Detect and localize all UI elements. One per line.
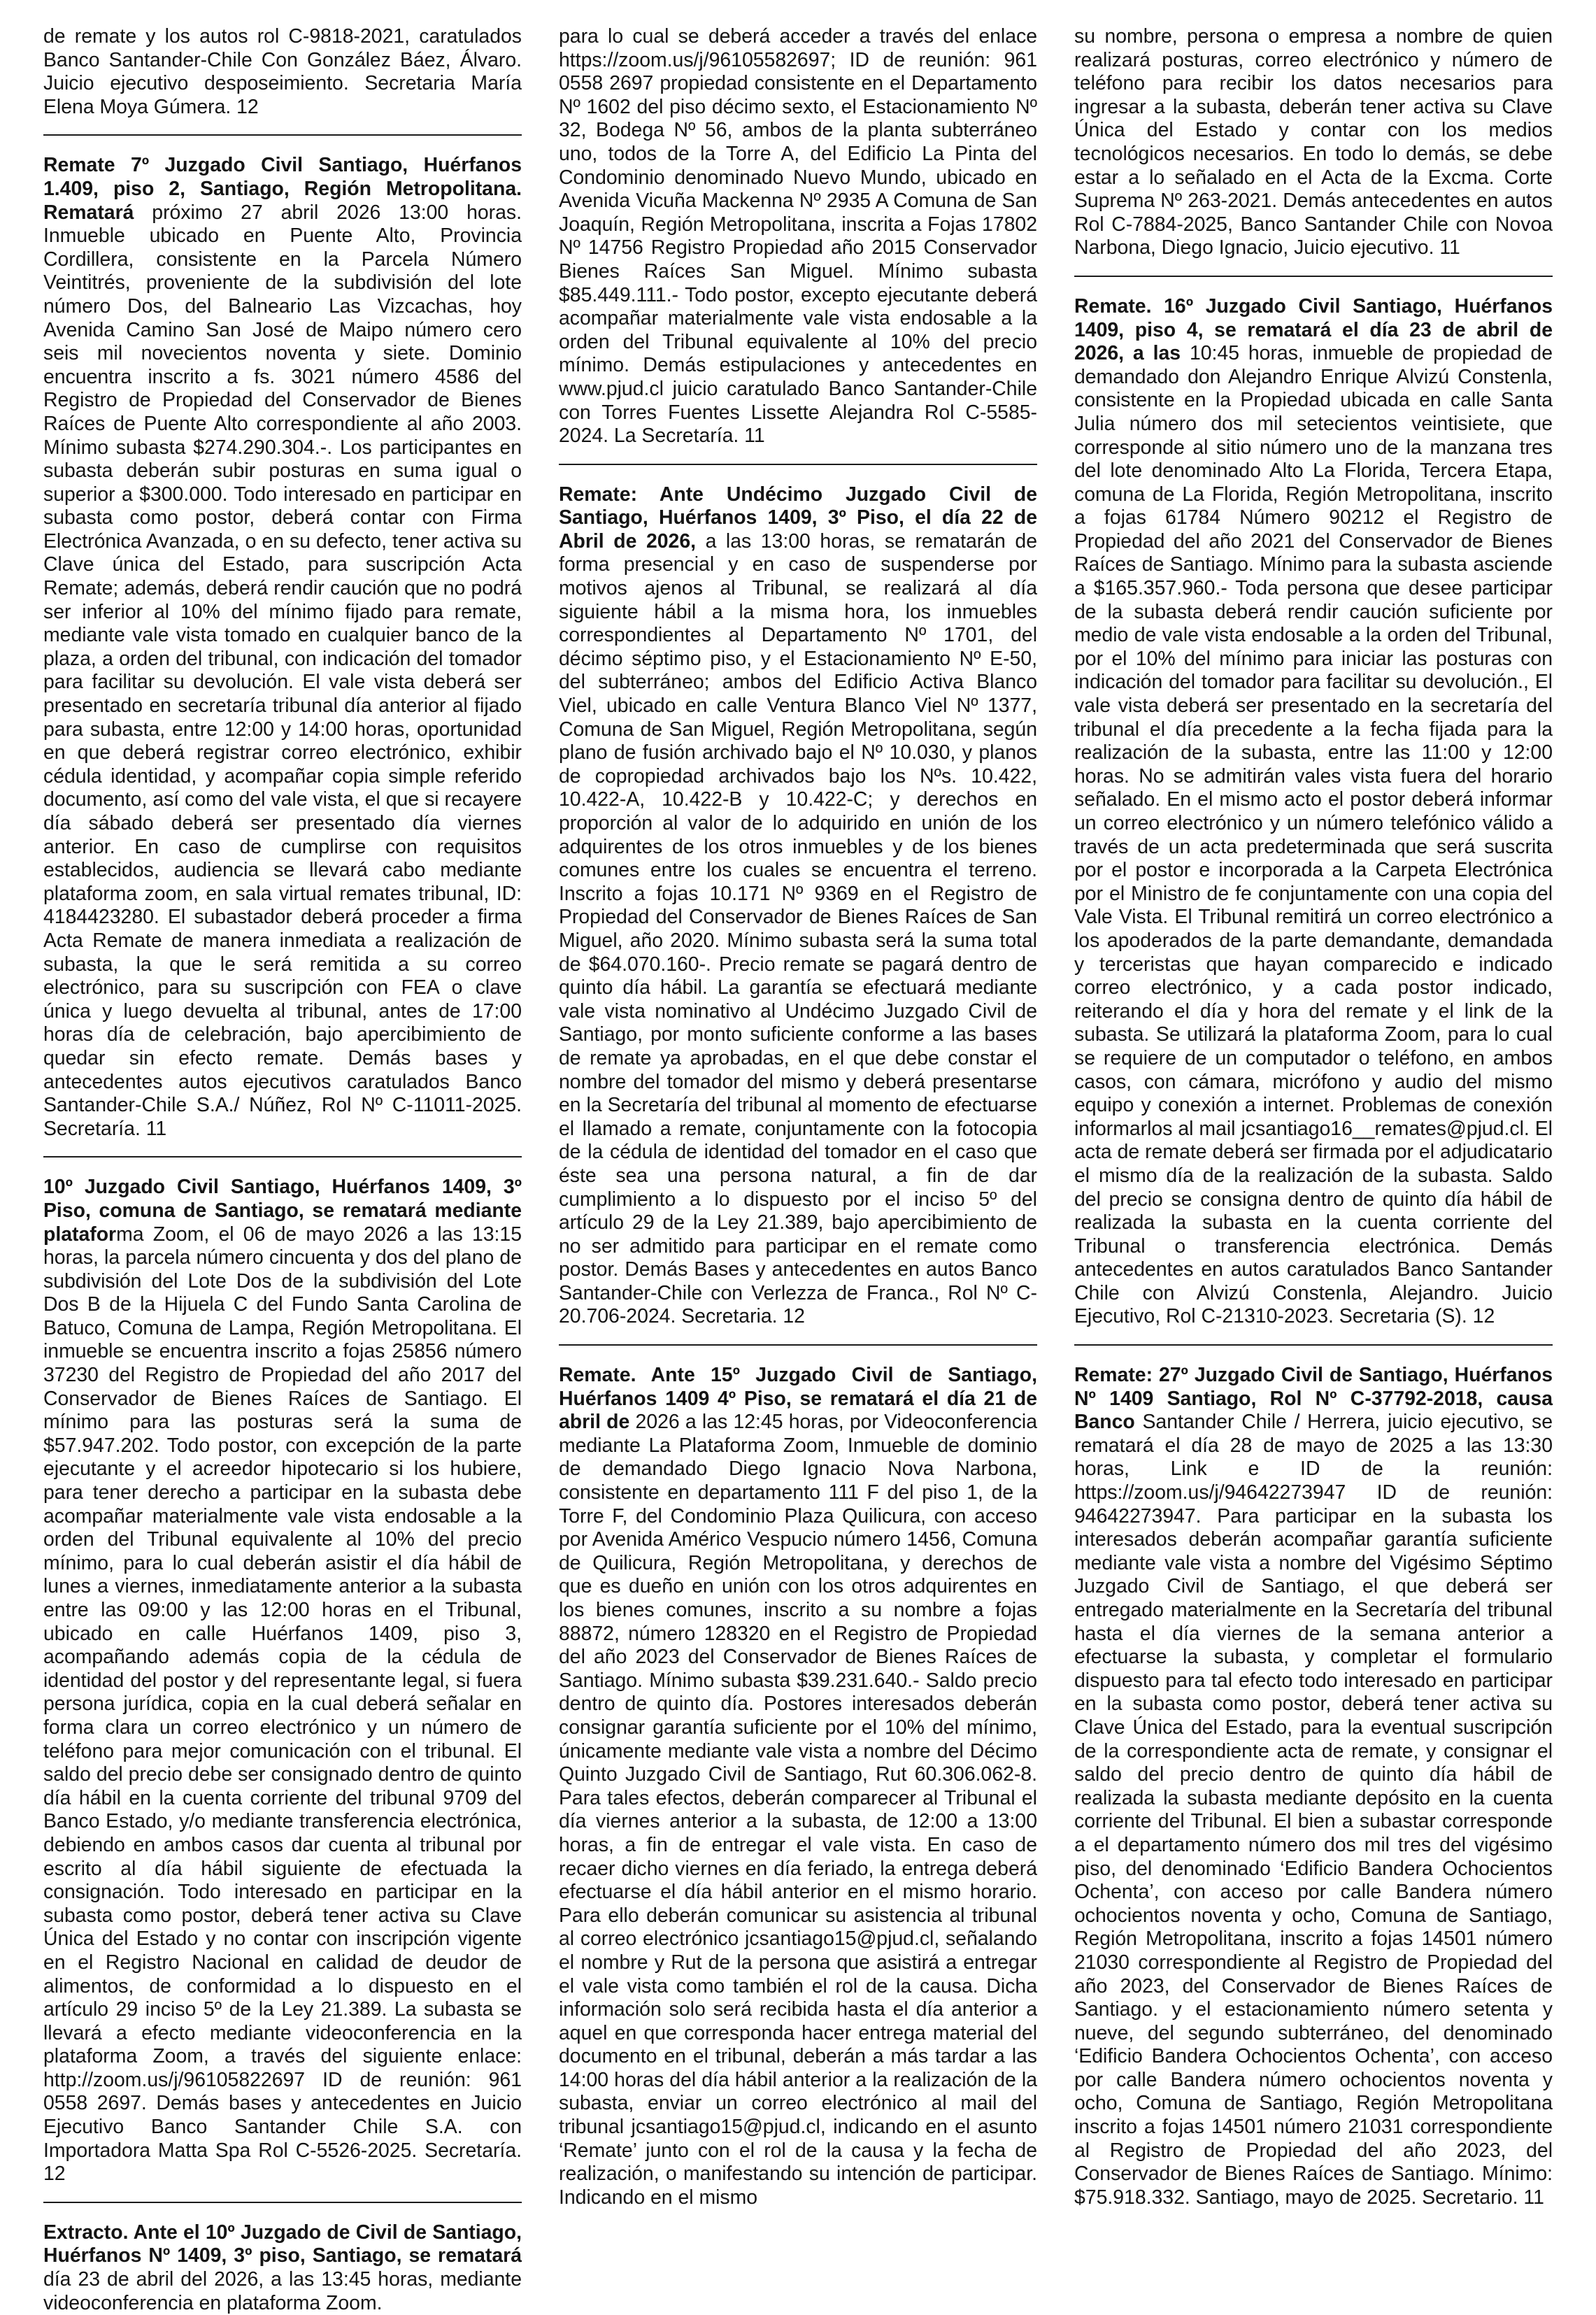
notice-heading: Remate 7º Juzgado Civil Santiago, Huérfanos 1.409, piso 2, Santiago, Región Metropolitana. Rematará [43,154,522,224]
notice-extracto-10-juzgado [43,2221,522,2315]
notice-remate-16-juzgado [1074,295,1553,1329]
notice-remate-undecimo-juzgado [559,483,1037,1329]
notice-body: día 23 de abril del 2026, a las 13:45 horas, mediante videoconferencia en plataforma Zoom. [43,2268,522,2314]
notice-heading: Remate: Ante Undécimo Juzgado Civil de Santiago, Huérfanos 1409, 3º Piso, el día 22 de Abril de 2026, [559,483,1037,553]
notice-heading: Extracto. Ante el 10º Juzgado de Civil de Santiago, Huérfanos Nº 1409, 3º piso, Santiago, se rematará [43,2221,522,2267]
separator-rule [1074,1344,1553,1346]
separator-rule [43,1156,522,1158]
notice-continued [43,25,522,119]
notice-body: Santander Chile / Herrera, juicio ejecutivo, se rematará el día 28 de mayo de 2025 a las 13:30 horas, Link e ID de la reunión: https://zoom.us/j/94642273947 ID de reunión: 94642273947. Para participar en la subasta los interesados deberán acompañar garantía suficiente mediante vale vista a nombre del Vigésimo Séptimo Juzgado Civil de Santiago, el que deberá ser entregado materialmente en la Secretaría del tribunal hasta el día viernes de la semana anterior a efectuarse la subasta, y completar el formulario dispuesto para tal efecto todo interesado en participar en la subasta como postor, deberá tener activa su Clave Única del Estado, para la eventual suscripción de la correspondiente acta de remate, y consignar el saldo del precio dentro de quinto día hábil de realizada la subasta mediante depósito en la cuenta corriente del Tribunal. El bien a subastar corresponde a el departamento número dos mil tres del vigésimo piso, del denominado ‘Edificio Bandera Ochocientos Ochenta’, con acceso por calle Bandera número ochocientos noventa y ocho, Comuna de Santiago, Región Metropolitana, inscrito a fojas 14501 número 21030 correspondiente al Registro de Propiedad del año 2023, del Conservador de Bienes Raíces de Santiago. y el estacionamiento número setenta y nueve, del segundo subterráneo, del denominado ‘Edificio Bandera Ochocientos Ochenta’, con acceso por calle Bandera número ochocientos noventa y ocho, Comuna de Santiago, Región Metropolitana inscrito a fojas 14501 número 21031 correspondiente al Registro de Propiedad del año 2023, del Conservador de Bienes Raíces de Santiago. Mínimo: $75.918.332. Santiago, mayo de 2025. Secretario. 11 [1074,1411,1553,2209]
newspaper-page [43,25,1553,2314]
notice-body: de remate y los autos rol C-9818-2021, caratulados Banco Santander-Chile Con González Báez, Álvaro. Juicio ejecutivo desposeimiento. Secretaria María Elena Moya Gúmera. 12 [43,25,522,118]
notice-body: ma Zoom, el 06 de mayo 2026 a las 13:15 horas, la parcela número cincuenta y dos del plano de subdivisión del Lote Dos de la subdivisión del Lote Dos B de la Hijuela C del Fundo Santa Carolina de Batuco, Comuna de Lampa, Región Metropolitana. El inmueble se encuentra inscrito a fojas 25856 número 37230 del Registro de Propiedad del año 2017 del Conservador de Bienes Raíces de Santiago. El mínimo para las posturas será la suma de $57.947.202. Todo postor, con excepción de la parte ejecutante y el acreedor hipotecario si los hubiere, para tener derecho a participar en la subasta debe acompañar materialmente vale vista endosable a la orden del Tribunal equivalente al 10% del precio mínimo, para lo cual deberán asistir el día hábil de lunes a viernes, inmediatamente anterior a la subasta entre las 09:00 y las 12:00 horas en el Tribunal, ubicado en calle Huérfanos 1409, piso 3, acompañando además copia de la cédula de identidad del postor y del representante legal, si fuera persona jurídica, copia en la cual deberá señalar en forma clara un correo electrónico y un número de teléfono para mejor comunicación con el tribunal. El saldo del precio debe ser consignado dentro de quinto día hábil en la cuenta corriente del tribunal 9709 del Banco Estado, y/o mediante transferencia electrónica, debiendo en ambos casos dar cuenta al tribunal por escrito al día hábil siguiente de efectuada la consignación. Todo interesado en participar en la subasta como postor, deberá tener activa su Clave Única del Estado y no contar con inscripción vigente en el Registro Nacional en calidad de deudor de alimentos, de conformidad a lo dispuesto en el artículo 29 inciso 5º de la Ley 21.389. La subasta se llevará a efecto mediante videoconferencia en la plataforma Zoom, a través del siguiente enlace: http://zoom.us/j/96105822697 ID de reunión: 961 0558 2697. Demás bases y antecedentes en Juicio Ejecutivo Banco Santander Chile S.A. con Importadora Matta Spa Rol C-5526-2025. Secretaría. 12 [43,1223,522,2186]
notice-continued [559,25,1037,448]
notice-body: próximo 27 abril 2026 13:00 horas. Inmueble ubicado en Puente Alto, Provincia Cordillera, consistente en la Parcela Número Veintitrés, proveniente de la subdivisión del lote número Dos, del Balneario Las Vizcachas, hoy Avenida Camino San José de Maipo número cero seis mil novecientos noventa y siete. Dominio encuentra inscrito a fs. 3021 número 4586 del Registro de Propiedad del Conservador de Bienes Raíces de Puente Alto correspondiente al año 2003. Mínimo subasta $274.290.304.-. Los participantes en subasta deberán subir posturas en suma igual o superior a $300.000. Todo interesado en participar en subasta como postor, deberá contar con Firma Electrónica Avanzada, o en su defecto, tener activa su Clave única del Estado, para suscripción Acta Remate; además, deberá rendir caución que no podrá ser inferior al 10% del mínimo fijado para remate, mediante vale vista tomado en cualquier banco de la plaza, a orden del tribunal, con indicación del tomador para facilitar su devolución. El vale vista deberá ser presentado en secretaría tribunal día anterior al fijado para subasta, entre 12:00 y 14:00 horas, oportunidad en que deberá registrar correo electrónico, exhibir cédula identidad, y acompañar copia simple referido documento, así como del vale vista, el que si recayere día sábado deberá ser presentado día viernes anterior. En caso de cumplirse con requisitos establecidos, audiencia se llevará cabo mediante plataforma zoom, en sala virtual remates tribunal, ID: 4184423280. El subastador deberá proceder a firma Acta Remate de manera inmediata a realización de subasta, la que le será remitida a su correo electrónico, para su suscripción con FEA o clave única y luego devuelta al tribunal, antes de 17:00 horas día de celebración, bajo apercibimiento de quedar sin efecto remate. Demás bases y antecedentes autos ejecutivos caratulados Banco Santander-Chile S.A./ Núñez, Rol Nº C-11011-2025. Secretaría. 11 [43,201,522,1140]
notice-body: 2026 a las 12:45 horas, por Videoconferencia mediante La Plataforma Zoom, Inmueble de dominio de demandado Diego Ignacio Nova Narbona, consistente en departamento 111 F del piso 1, de la Torre F, del Condominio Plaza Quilicura, con acceso por Avenida Américo Vespucio número 1456, Comuna de Quilicura, Región Metropolitana, y derechos de que es dueño en unión con los otros adquirentes en los bienes comunes, inscrito a su nombre a fojas 88872, número 128320 en el Registro de Propiedad del año 2023 del Conservador de Bienes Raíces de Santiago. Mínimo subasta $39.231.640.- Saldo precio dentro de quinto día. Postores interesados deberán consignar garantía suficiente por el 10% del mínimo, únicamente mediante vale vista a nombre del Décimo Quinto Juzgado Civil de Santiago, Rut 60.306.062-8. Para tales efectos, deberán comparecer al Tribunal el día viernes anterior a la subasta, de 12:00 a 13:00 horas, a fin de entregar el vale vista. En caso de recaer dicho viernes en día feriado, la entrega deberá efectuarse el día hábil anterior en el mismo horario. Para ello deberán comunicar su asistencia al tribunal al correo electrónico jcsantiago15@pjud.cl, señalando el nombre y Rut de la persona que asistirá a entregar el vale vista como también el rol de la causa. Dicha información solo será recibida hasta el día anterior a aquel en que corresponda hacer entrega material del documento en el tribunal, deberán a más tardar a las 14:00 horas del día hábil anterior a la realización de la subasta, enviar un correo electrónico al mail del tribunal jcsantiago15@pjud.cl, indicando en el asunto ‘Remate’ junto con el rol de la causa y la fecha de realización, o manifestando su intención de participar. Indicando en el mismo [559,1411,1037,2209]
separator-rule [559,464,1037,465]
notice-remate-15-juzgado [559,1364,1037,2209]
separator-rule [43,134,522,136]
notice-body: para lo cual se deberá acceder a través del enlace https://zoom.us/j/96105582697; ID de reunión: 961 0558 2697 propiedad consistente en el Departamento Nº 1602 del piso décimo sexto, el Estacionamiento Nº 32, Bodega Nº 56, ambos de la planta subterráneo uno, todos de la Torre A, del Edificio La Pinta del Condominio denominado Nuevo Mundo, ubicado en Avenida Vicuña Mackenna Nº 2935 A Comuna de San Joaquín, Región Metropolitana, inscrita a Fojas 17802 Nº 14756 Registro Propiedad año 2015 Conservador Bienes Raíces San Miguel. Mínimo subasta $85.449.111.- Todo postor, excepto ejecutante deberá acompañar materialmente vale vista endosable a la orden del Tribunal equivalente al 10% del precio mínimo. Demás estipulaciones y antecedentes en www.pjud.cl juicio caratulado Banco Santander-Chile con Torres Fuentes Lissette Alejandra Rol C-5585-2024. La Secretaría. 11 [559,25,1037,448]
separator-rule [1074,276,1553,277]
notice-remate-7-juzgado [43,154,522,1141]
column-1 [43,25,522,2314]
notice-body: su nombre, persona o empresa a nombre de quien realizará posturas, correo electrónico y número de teléfono para recibir los datos necesarios para ingresar a la subasta, deberán tener activa su Clave Única del Estado y contar con los medios tecnológicos necesarios. En todo lo demás, se debe estar a lo señalado en el Acta de la Excma. Corte Suprema Nº 263-2021. Demás antecedentes en autos Rol C-7884-2025, Banco Santander Chile con Novoa Narbona, Diego Ignacio, Juicio ejecutivo. 11 [1074,25,1553,259]
notice-continued [1074,25,1553,260]
notice-heading: Remate: 27º Juzgado Civil de Santiago, Huérfanos Nº 1409 Santiago, Rol Nº C-37792-2018, causa Banco [1074,1364,1553,1434]
separator-rule [43,2202,522,2203]
notice-heading: 10º Juzgado Civil Santiago, Huérfanos 1409, 3º Piso, comuna de Santiago, se rematará mediante platafor [43,1176,522,1246]
column-2 [559,25,1037,2260]
column-3 [1074,25,1553,2260]
notice-remate-10-juzgado [43,1176,522,2186]
notice-heading: Remate. Ante 15º Juzgado Civil de Santiago, Huérfanos 1409 4º Piso, se rematará el día 21 de abril de [559,1364,1037,1434]
separator-rule [559,1344,1037,1346]
notice-remate-27-juzgado [1074,1364,1553,2209]
notice-body: a las 13:00 horas, se rematarán de forma presencial y en caso de suspenderse por motivos ajenos al Tribunal, se realizará al día siguiente hábil a la misma hora, los inmuebles correspondientes al Departamento Nº 1701, del décimo séptimo piso, y el Estacionamiento Nº E-50, del subterráneo; ambos del Edificio Activa Blanco Viel, ubicado en calle Ventura Blanco Viel Nº 1377, Comuna de San Miguel, Región Metropolitana, según plano de fusión archivado bajo el Nº 10.030, y planos de copropiedad archivados bajo los Nºs. 10.422, 10.422-A, 10.422-B y 10.422-C; y derechos en proporción al valor de lo adquirido en unión de los adquirentes de los otros inmuebles y de los bienes comunes entre los cuales se encuentra el terreno. Inscrito a fojas 10.171 Nº 9369 en el Registro de Propiedad del Conservador de Bienes Raíces de San Miguel, año 2020. Mínimo subasta será la suma total de $64.070.160-. Precio remate se pagará dentro de quinto día hábil. La garantía se efectuará mediante vale vista nominativo al Undécimo Juzgado Civil de Santiago, por monto suficiente conforme a las bases de remate ya aprobadas, en el que debe constar el nombre del tomador del mismo y deberá presentarse en la Secretaría del tribunal al momento de efectuarse el llamado a remate, conjuntamente con la fotocopia de la cédula de identidad del tomador en el caso que éste sea una persona natural, a fin de dar cumplimiento a lo dispuesto por el inciso 5º del artículo 29 de la Ley 21.389, bajo apercibimiento de no ser admitido para participar en el remate como postor. Demás Bases y antecedentes en autos Banco Santander-Chile con Verlezza de Franca., Rol Nº C-20.706-2024. Secretaria. 12 [559,529,1037,1328]
notice-heading: Remate. 16º Juzgado Civil Santiago, Huérfanos 1409, piso 4, se rematará el día 23 de abril de 2026, a las [1074,294,1553,365]
notice-body: 10:45 horas, inmueble de propiedad de demandado don Alejandro Enrique Alvizú Constenla, consistente en la Propiedad ubicada en calle Santa Julia número dos mil setecientos veintisiete, que corresponde al sitio número uno de la manzana tres del lote denominado Alto La Florida, Tercera Etapa, comuna de La Florida, Región Metropolitana, inscrito a fojas 61784 Número 90212 el Registro de Propiedad del año 2021 del Conservador de Bienes Raíces de Santiago. Mínimo para la subasta asciende a $165.357.960.- Toda persona que desee participar de la subasta deberá rendir caución suficiente por medio de vale vista endosable a la orden del Tribunal, por el 10% del mínimo para iniciar las posturas con indicación del tomador para facilitar su devolución., El vale vista deberá ser presentado en la secretaría del tribunal el día precedente a la fecha fijada para la realización de la subasta, entre las 11:00 y 12:00 horas. No se admitirán vales vista fuera del horario señalado. En el mismo acto el postor deberá informar un correo electrónico y un número telefónico válido a través de un acta predeterminada que será suscrita por el postor e incorporada a la Carpeta Electrónica por el Ministro de fe conjuntamente con una copia del Vale Vista. El Tribunal remitirá un correo electrónico a los apoderados de la parte demandante, demandada y terceristas que hayan comparecido e indicado correo electrónico, y a cada postor indicado, reiterando el día y hora del remate y el link de la subasta. Se utilizará la plataforma Zoom, para lo cual se requiere de un computador o teléfono, en ambos casos, con cámara, micrófono y audio del mismo equipo y conexión a internet. Problemas de conexión informarlos al mail jcsantiago16__remates@pjud.cl. El acta de remate deberá ser firmada por el adjudicatario el mismo día de la realización de la subasta. Saldo del precio se consigna dentro de quinto día hábil de realizada la subasta en la cuenta corriente del Tribunal o transferencia electrónica. Demás antecedentes en autos caratulados Banco Santander Chile con Alvizú Constenla, Alejandro. Juicio Ejecutivo, Rol C-21310-2023. Secretaria (S). 12 [1074,342,1553,1328]
